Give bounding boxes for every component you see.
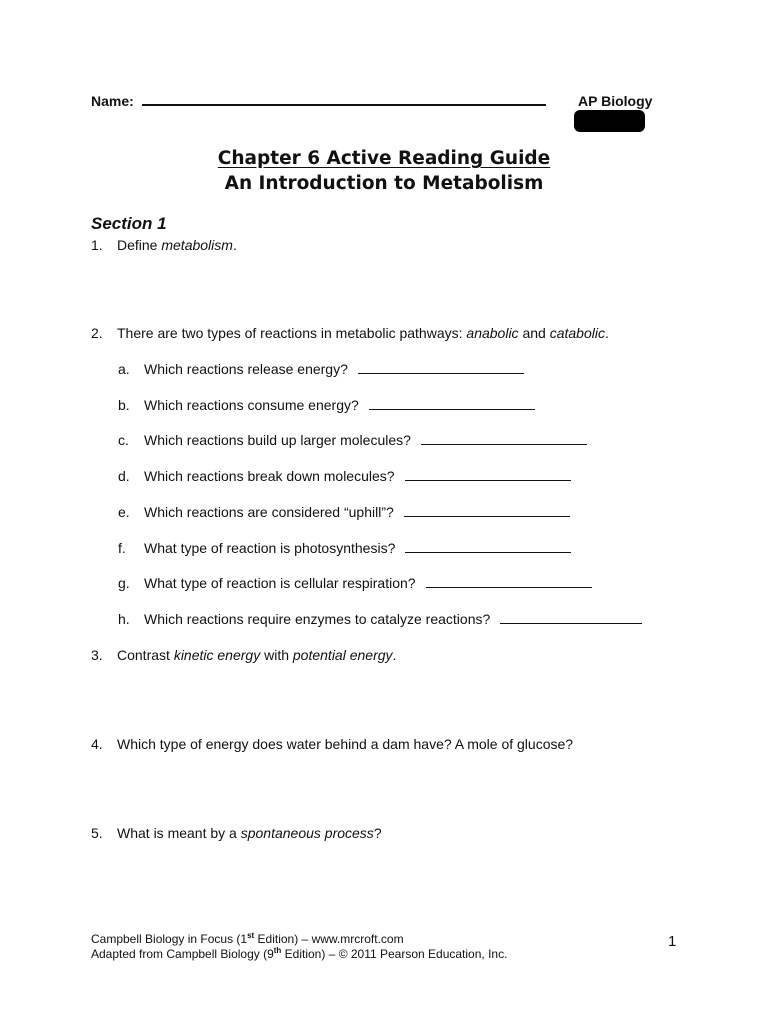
footer-citation-2: Adapted from Campbell Biology (9th Edition) – © 2011 Pearson Education, Inc. (91, 946, 508, 961)
course-label: AP Biology (578, 93, 653, 109)
question-3: 3. Contrast kinetic energy with potential energy. (91, 647, 397, 663)
page-number: 1 (668, 933, 677, 950)
subquestion-a: a. Which reactions release energy? (118, 361, 524, 377)
answer-blank-c[interactable] (421, 432, 587, 445)
subquestion-h: h. Which reactions require enzymes to catalyze reactions? (118, 611, 642, 627)
subquestion-b: b. Which reactions consume energy? (118, 397, 535, 413)
question-5: 5. What is meant by a spontaneous process? (91, 825, 382, 841)
page-title: Chapter 6 Active Reading Guide (217, 148, 551, 169)
question-1: 1. Define metabolism. (91, 237, 237, 253)
answer-blank-g[interactable] (426, 575, 592, 588)
answer-blank-h[interactable] (500, 611, 642, 624)
name-blank-line (142, 94, 546, 106)
answer-blank-e[interactable] (404, 504, 570, 517)
subquestion-d: d. Which reactions break down molecules? (118, 468, 571, 484)
section-heading: Section 1 (91, 214, 167, 233)
subquestion-g: g. What type of reaction is cellular respiration? (118, 575, 592, 591)
page-subtitle: An Introduction to Metabolism (224, 173, 544, 194)
redaction-block (574, 110, 645, 132)
question-2: 2. There are two types of reactions in metabolic pathways: anabolic and catabolic. (91, 325, 609, 341)
question-4: 4. Which type of energy does water behind a dam have? A mole of glucose? (91, 736, 574, 752)
name-field-row (91, 93, 546, 109)
answer-blank-b[interactable] (369, 397, 535, 410)
answer-blank-f[interactable] (405, 540, 571, 553)
subquestion-e: e. Which reactions are considered “uphill”? (118, 504, 570, 520)
name-label: Name: (91, 93, 134, 109)
subquestion-c: c. Which reactions build up larger molecules? (118, 432, 587, 448)
answer-blank-a[interactable] (358, 361, 524, 374)
answer-blank-d[interactable] (405, 468, 571, 481)
subquestion-f: f. What type of reaction is photosynthesis? (118, 540, 571, 556)
footer-citation-1: Campbell Biology in Focus (1st Edition) – www.mrcroft.com (91, 931, 404, 946)
